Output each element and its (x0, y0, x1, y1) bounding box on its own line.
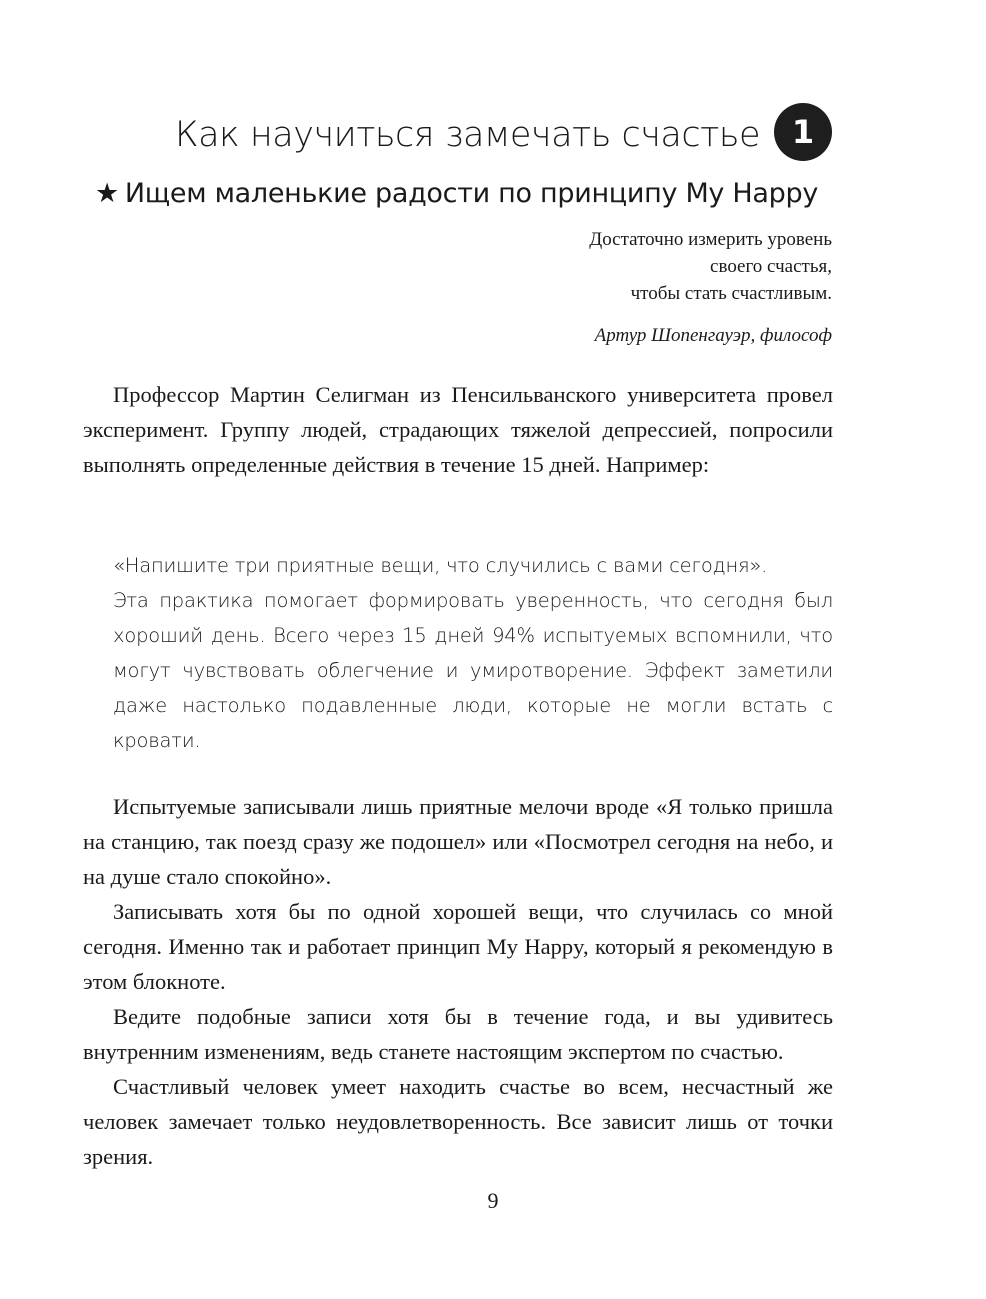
epigraph (400, 226, 832, 307)
body-paragraph: Ведите подобные записи хотя бы в течение года, и вы удивитесь внутренним изменениям, ведь станете настоящим экспертом по счастью. (83, 1004, 833, 1064)
epigraph-line: своего счастья, (710, 256, 832, 277)
epigraph-line: чтобы стать счастливым. (630, 283, 832, 304)
star-icon: ★ (94, 178, 119, 209)
quote-block (113, 548, 833, 758)
intro-paragraph: Профессор Мартин Селигман из Пенсильванского университета провел эксперимент. Группу людей, страдающих тяжелой депрессией, попросили выполнять определенные действия в течение 15 дней. Например: (83, 382, 833, 477)
intro-block (83, 377, 833, 482)
body-paragraph: Испытуемые записывали лишь приятные мелочи вроде «Я только пришла на станцию, так поезд сразу же подошел» или «Посмотрел сегодня на небо, и на душе стало спокойно». (83, 794, 833, 889)
subtitle-text: Ищем маленькие радости по принципу My Happy (124, 178, 818, 209)
chapter-title: Как научиться замечать счастье (174, 115, 760, 155)
epigraph-author: Артур Шопенгауэр, философ (594, 325, 832, 346)
body-paragraph: Счастливый человек умеет находить счастье во всем, несчастный же человек замечает только неудовлетворенность. Все зависит лишь от точки зрения. (83, 1074, 833, 1169)
section-subtitle (60, 172, 818, 216)
epigraph-line: Достаточно измерить уровень (589, 229, 832, 250)
page-number: 9 (487, 1188, 499, 1213)
chapter-number-badge: 1 (774, 103, 832, 161)
main-text (83, 789, 833, 1174)
quote-line: «Напишите три приятные вещи, что случились с вами сегодня». (113, 554, 768, 577)
body-paragraph: Записывать хотя бы по одной хорошей вещи, что случилась со мной сегодня. Именно так и работает принцип My Happy, который я рекомендую в этом блокноте. (83, 899, 833, 994)
quote-paragraph: Эта практика помогает формировать уверенность, что сегодня был хороший день. Всего через 15 дней 94% испытуемых вспомнили, что могут чувствовать облегчение и умиротворение. Эффект заметили даже настолько подавленные люди, которые не могли встать с кровати. (113, 589, 833, 752)
